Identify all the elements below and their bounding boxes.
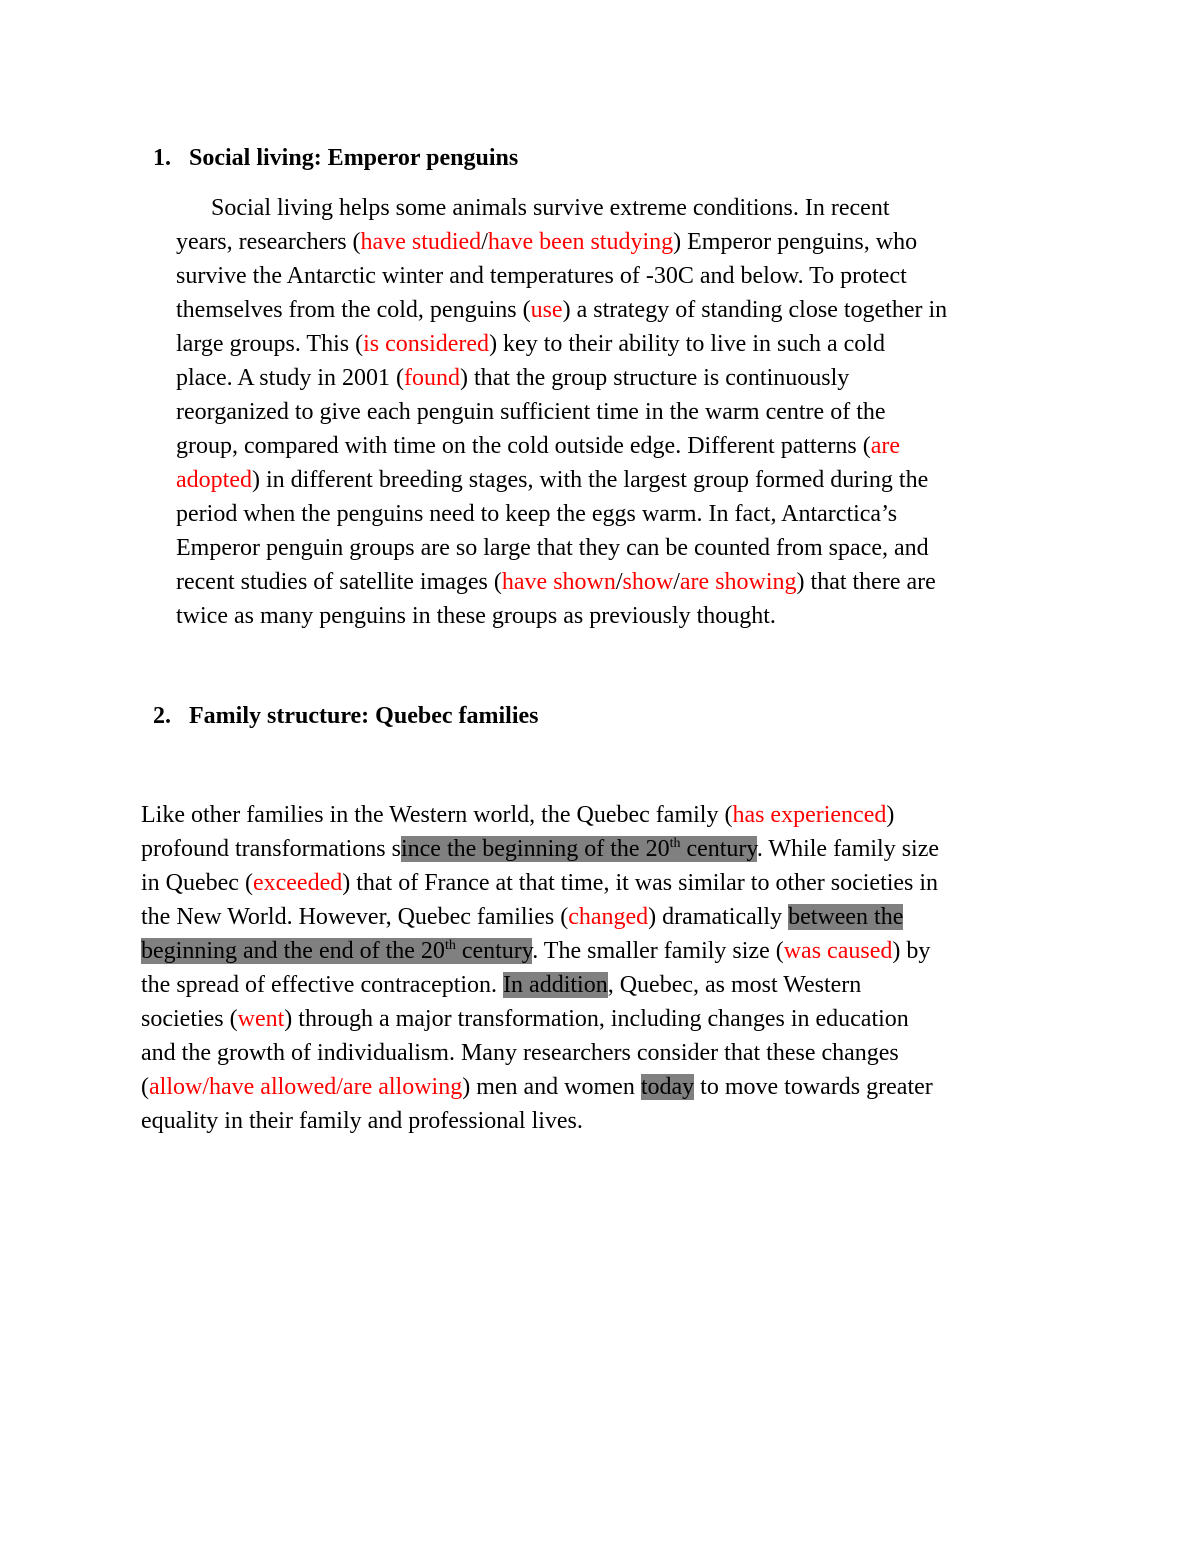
paragraph-line xyxy=(141,1104,939,1138)
text-run: the spread of effective contraception. xyxy=(141,972,504,998)
verb-answer: use xyxy=(530,297,563,323)
text-run: equality in their family and professional lives. xyxy=(141,1108,583,1134)
text-run: period when the penguins need to keep the eggs warm. In fact, Antarctica’s xyxy=(176,501,898,527)
text-run: ) a strategy of standing close together in xyxy=(562,297,948,323)
verb-answer: have shown xyxy=(501,569,616,595)
text-run: Emperor penguin groups are so large that they can be counted from space, and xyxy=(176,535,929,561)
text-run: Social living helps some animals survive extreme conditions. In recent xyxy=(211,195,890,221)
verb-answer: was caused xyxy=(783,938,893,964)
paragraph-line xyxy=(141,934,939,968)
paragraph-line xyxy=(141,866,939,900)
text-run: and the growth of individualism. Many researchers consider that these changes xyxy=(141,1040,899,1066)
text-run: / xyxy=(481,229,488,255)
paragraph-line xyxy=(176,293,947,327)
verb-answer: has experienced xyxy=(732,802,887,828)
paragraph-line xyxy=(176,395,947,429)
text-run: themselves from the cold, penguins ( xyxy=(176,297,531,323)
text-run: ) men and women xyxy=(462,1074,641,1100)
paragraph-line xyxy=(176,463,947,497)
paragraph-line xyxy=(176,565,947,599)
text-run: . While family size xyxy=(756,836,940,862)
paragraph-line xyxy=(176,497,947,531)
text-run: / xyxy=(673,569,680,595)
section-2-paragraph xyxy=(141,798,939,1138)
verb-answer: have studied xyxy=(360,229,482,255)
section-2-number: 2. xyxy=(153,703,171,729)
text-run: group, compared with time on the cold outside edge. Different patterns ( xyxy=(176,433,871,459)
text-run: ) that there are xyxy=(796,569,936,595)
superscript: th xyxy=(669,836,681,851)
verb-answer: changed xyxy=(568,904,649,930)
highlighted-phrase xyxy=(401,836,757,862)
text-run: ( xyxy=(141,1074,149,1100)
verb-answer: allow/have allowed/are allowing xyxy=(149,1074,463,1100)
verb-answer: are showing xyxy=(679,569,797,595)
verb-answer: have been studying xyxy=(487,229,674,255)
text-run: place. A study in 2001 ( xyxy=(176,365,404,391)
paragraph-line xyxy=(176,599,947,633)
paragraph-line xyxy=(176,361,947,395)
section-1-number: 1. xyxy=(153,145,171,171)
text-run: . The smaller family size ( xyxy=(532,938,784,964)
paragraph-line xyxy=(141,1070,939,1104)
verb-answer: exceeded xyxy=(252,870,343,896)
paragraph-line xyxy=(176,191,947,225)
highlighted-phrase xyxy=(141,938,532,964)
verb-answer: went xyxy=(237,1006,285,1032)
text-run: to move towards greater xyxy=(694,1074,933,1100)
section-1-paragraph xyxy=(176,191,947,633)
paragraph-line xyxy=(141,798,939,832)
paragraph-line xyxy=(176,259,947,293)
text-run: ) key to their ability to live in such a cold xyxy=(489,331,885,357)
text-run: century xyxy=(455,938,533,964)
section-2-heading xyxy=(153,701,538,731)
text-run: reorganized to give each penguin sufficient time in the warm centre of the xyxy=(176,399,886,425)
verb-answer: is considered xyxy=(363,331,490,357)
text-run: ) in different breeding stages, with the largest group formed during the xyxy=(251,467,929,493)
text-run: the New World. However, Quebec families ( xyxy=(141,904,569,930)
text-run: survive the Antarctic winter and temperatures of -30C and below. To protect xyxy=(176,263,907,289)
text-run: years, researchers ( xyxy=(176,229,361,255)
text-run: century xyxy=(680,836,757,862)
text-run: ) through a major transformation, including changes in education xyxy=(284,1006,909,1032)
text-run: ) by xyxy=(892,938,931,964)
text-run: beginning and the end of the 20 xyxy=(141,938,445,964)
text-run: ince the beginning of the 20 xyxy=(400,836,670,862)
text-run: ) xyxy=(886,802,895,828)
highlighted-phrase: today xyxy=(640,1074,695,1100)
paragraph-line xyxy=(141,900,939,934)
text-run: large groups. This ( xyxy=(176,331,364,357)
text-run: ) Emperor penguins, who xyxy=(673,229,918,255)
highlighted-phrase: between the xyxy=(788,904,904,930)
verb-answer: found xyxy=(403,365,460,391)
paragraph-line xyxy=(176,531,947,565)
paragraph-line xyxy=(141,1002,939,1036)
text-run: ) dramatically xyxy=(648,904,789,930)
verb-answer: show xyxy=(622,569,674,595)
paragraph-line xyxy=(176,429,947,463)
text-run: / xyxy=(615,569,623,595)
paragraph-line xyxy=(141,968,939,1002)
text-run: ) that the group structure is continuously xyxy=(459,365,850,391)
text-run: ) that of France at that time, it was similar to other societies in xyxy=(342,870,939,896)
section-1-title: Social living: Emperor penguins xyxy=(189,145,519,171)
superscript: th xyxy=(444,938,456,953)
paragraph-line xyxy=(141,832,939,866)
text-run: , Quebec, as most Western xyxy=(607,972,862,998)
text-run: Like other families in the Western world, the Quebec family ( xyxy=(141,802,733,828)
verb-answer: adopted xyxy=(176,467,252,493)
verb-answer: are xyxy=(870,433,900,459)
highlighted-phrase: In addition xyxy=(503,972,608,998)
paragraph-line xyxy=(176,225,947,259)
paragraph-line xyxy=(176,327,947,361)
text-run: twice as many penguins in these groups as previously thought. xyxy=(176,603,776,629)
text-run: societies ( xyxy=(141,1006,238,1032)
text-run: recent studies of satellite images ( xyxy=(176,569,502,595)
section-2-title: Family structure: Quebec families xyxy=(189,703,539,729)
section-1-heading xyxy=(153,143,518,173)
text-run: profound transformations s xyxy=(141,836,401,862)
paragraph-line xyxy=(141,1036,939,1070)
text-run: in Quebec ( xyxy=(141,870,253,896)
